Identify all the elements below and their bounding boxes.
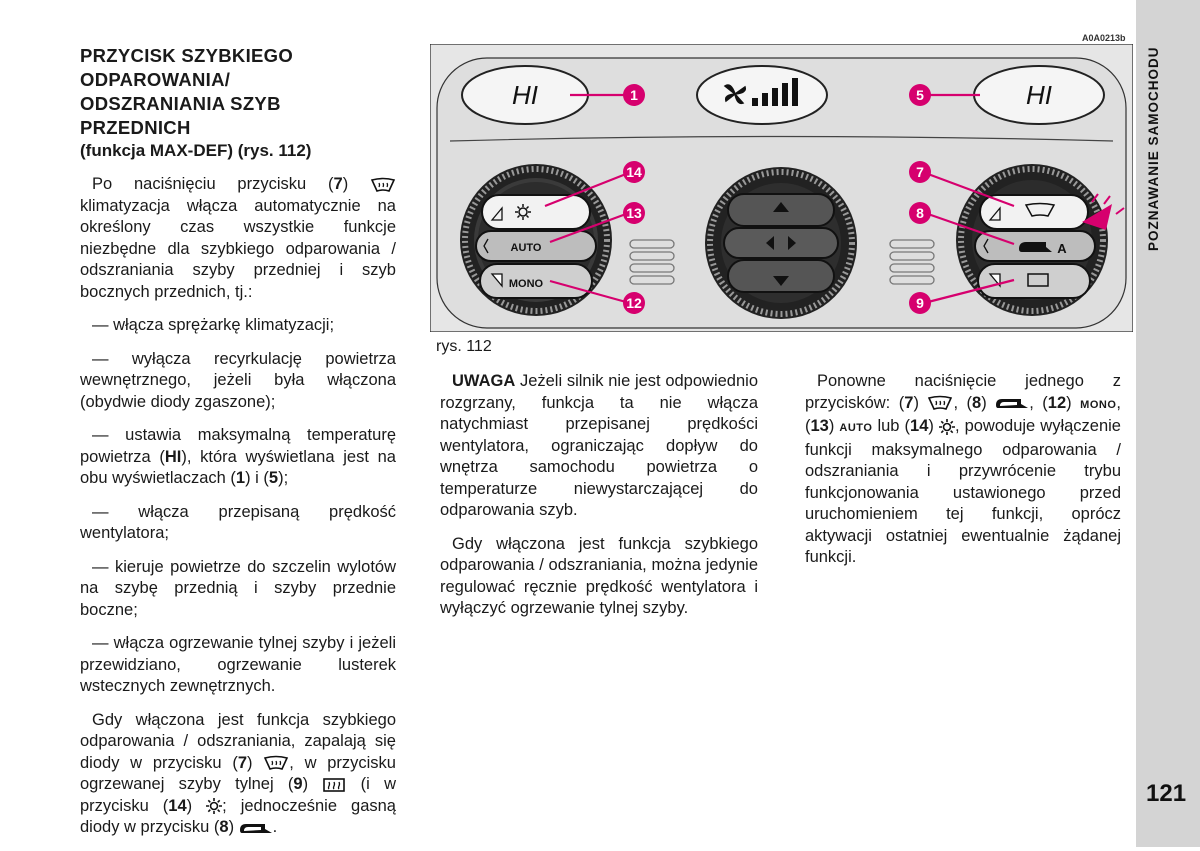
right-display-value: HI [1026,80,1052,110]
left-column [80,44,396,851]
callout-14: 14 [626,164,642,180]
middle-column [440,371,758,632]
recirculation-auto-label: A [1057,241,1067,256]
callout-12: 12 [626,295,642,311]
right-column [805,371,1121,581]
chapter-title: POZNAWANIE SAMOCHODU [1146,46,1161,251]
callout-5: 5 [916,87,924,103]
fan-bar [782,83,788,106]
deactivation-paragraph: Ponowne naciśnięcie jednego z przycisków: (7) , (8) , (12) MONO, (13) AUTO lub (14) , powoduje wyłączenie funkcji maksymalnego odparowania / odszraniania i przywrócenie trybu funkcjonowania ustawionego przed uruchomieniem tej funkcji, oprócz aktywacji ostatniej ewentualnie żądanej funkcji. [805,372,1121,566]
note-paragraph: UWAGA Jeżeli silnik nie jest odpowiednio rozgrzany, funkcja ta nie włącza natychmiast przepisanej prędkości wentylatora, ograniczając dopływ do wnętrza samochodu powietrza o temperaturze niewystarczającej do odparowania szyb. [440,372,758,519]
manual-control-paragraph: Gdy włączona jest funkcja szybkiego odparowania / odszraniania, można jedynie regulować ręcznie prędkość wentylatora i wyłączyć ogrzewanie tylnej szyby. [440,534,758,617]
rear-heating-button [978,264,1090,298]
snowflake-compressor-icon [206,798,222,814]
list-item-temperature: — ustawia maksymalną temperaturę powietrza (HI), która wyświetlana jest na obu wyświetlaczach (1) i (5); [80,426,396,487]
left-knob [460,164,612,316]
auto-button-label: AUTO [510,242,542,254]
intro-paragraph: Po naciśnięciu przycisku (7) klimatyzacja włącza automatycznie na określony czas wszystkie funkcje niezbędne dla szybkiego odparowania / odszraniania szyby przedniej i szyb bocznych przednich, tj.: [80,175,396,301]
left-display-value: HI [512,80,538,110]
climate-control-panel-figure [430,44,1133,332]
section-subtitle: (funkcja MAX-DEF) (rys. 112) [80,141,312,160]
fan-bar [752,98,758,106]
callout-13: 13 [626,205,642,221]
list-item-compressor: — włącza sprężarkę klimatyzacji; [92,316,335,334]
callout-7: 7 [916,164,924,180]
mono-button-label: MONO [508,278,544,290]
fan-bar [762,93,768,106]
fan-bar [792,78,798,106]
recirculation-icon [239,821,273,835]
callout-8: 8 [916,205,924,221]
rear-window-heating-icon [322,777,346,793]
recirculation-icon [995,396,1029,410]
list-item-rear-heating: — włącza ogrzewanie tylnej szyby i jeżeli przewidziano, ogrzewanie lusterek wstecznych zewnętrznych. [80,634,396,695]
title-line-3: ODSZRANIANIA SZYB [80,93,281,114]
note-label: UWAGA [452,372,516,390]
title-line-4: PRZEDNICH [80,117,191,138]
section-title [80,44,396,140]
title-line-1: PRZYCISK SZYBKIEGO [80,45,294,66]
title-line-2: ODPAROWANIA/ [80,69,231,90]
callout-9: 9 [916,295,924,311]
right-knob [956,164,1108,316]
air-center-button [724,228,838,258]
page-number: 121 [1146,780,1187,807]
list-item-recirculation: — wyłącza recyrkulację powietrza wewnętrznego, jeżeli była włączona (obydwie diody zgaszone); [80,349,396,411]
windshield-defrost-icon [370,177,396,193]
led-paragraph: Gdy włączona jest funkcja szybkiego odparowania / odszraniania, zapalają się diody w przycisku (7) , w przycisku ogrzewanej szyby tylnej (9) (i w przycisku (14) ; jednocześnie gasną diody w przycisku (8) . [80,710,396,836]
fan-bar [772,88,778,106]
callout-1: 1 [630,87,638,103]
windshield-defrost-icon [263,755,289,771]
snowflake-compressor-icon [939,419,955,435]
list-item-air-direction: — kieruje powietrze do szczelin wylotów na szybę przednią i szyby przednie boczne; [80,557,396,619]
center-knob [705,167,857,319]
figure-caption: rys. 112 [436,338,492,355]
windshield-defrost-icon [927,395,953,411]
list-item-fan-speed: — włącza przepisaną prędkość wentylatora; [80,502,396,542]
figure-code: A0A0213b [1082,33,1126,43]
